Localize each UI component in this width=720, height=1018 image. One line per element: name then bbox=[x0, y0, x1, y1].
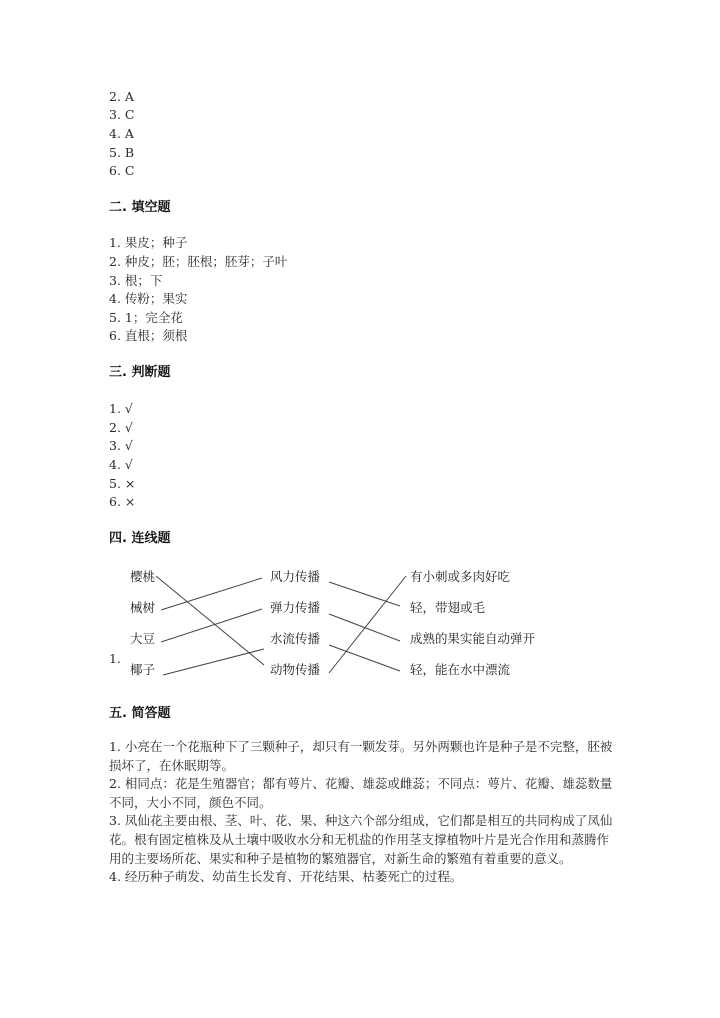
answer-item: 4. √ bbox=[109, 457, 133, 472]
answer-item: 2. A bbox=[109, 89, 134, 104]
answer-item: 6. × bbox=[109, 494, 136, 509]
answer-item: 1. √ bbox=[109, 401, 133, 416]
section-heading: 二. 填空题 bbox=[109, 200, 171, 215]
answer-item: 3. 根；下 bbox=[109, 273, 163, 288]
match-right-item: 有小刺或多肉好吃 bbox=[410, 569, 511, 584]
question-number: 1. bbox=[109, 651, 121, 666]
match-right-item: 成熟的果实能自动弹开 bbox=[410, 631, 536, 646]
connector-line bbox=[161, 609, 262, 642]
match-left-item: 械树 bbox=[130, 600, 156, 615]
connector-line bbox=[329, 582, 400, 606]
match-middle-item: 动物传播 bbox=[270, 662, 321, 677]
answer-item: 2. 种皮；胚；胚根；胚芽；子叶 bbox=[109, 254, 288, 269]
short-answer-item: 3. 凤仙花主要由根、茎、叶、花、果、种这六个部分组成，它们都是相互的共同构成了凤仙花。根有固定植株及从土壤中吸收水分和无机盐的作用茎支撑植物叶片是光合作用和蒸腾作用的主要场所花、果实和种子是植物的繁殖器官，对新生命的繁殖有着重要的意义。 bbox=[109, 813, 613, 866]
answer-item: 1. 果皮；种子 bbox=[109, 235, 188, 250]
section-heading: 五. 简答题 bbox=[109, 706, 171, 721]
connector-line bbox=[329, 614, 400, 641]
connector-line bbox=[161, 578, 262, 610]
short-answer-item: 2. 相同点：花是生殖器官；都有萼片、花瓣、雄蕊或雌蕊；不同点：萼片、花瓣、雄蕊数量不同，大小不同，颜色不同。 bbox=[109, 776, 613, 810]
connector-line bbox=[156, 576, 264, 665]
section-heading: 四. 连线题 bbox=[109, 531, 171, 546]
answer-item: 5. 1；完全花 bbox=[109, 310, 183, 325]
short-answer-list bbox=[109, 738, 614, 887]
match-right-item: 轻，带翅或毛 bbox=[410, 600, 486, 615]
answer-item: 6. 直根；须根 bbox=[109, 328, 188, 343]
match-middle-item: 水流传播 bbox=[270, 631, 321, 646]
connector-line bbox=[329, 576, 406, 673]
section-heading: 三. 判断题 bbox=[109, 365, 171, 380]
match-right-item: 轻，能在水中漂流 bbox=[410, 662, 511, 677]
answer-item: 4. A bbox=[109, 126, 134, 141]
answer-item: 3. √ bbox=[109, 438, 133, 453]
answer-item: 4. 传粉；果实 bbox=[109, 291, 188, 306]
match-left-item: 樱桃 bbox=[130, 569, 156, 584]
answer-item: 5. B bbox=[109, 145, 135, 160]
short-answer-item: 1. 小亮在一个花瓶种下了三颗种子，却只有一颗发芽。另外两颗也许是种子是不完整，胚被损坏了，在休眠期等。 bbox=[109, 739, 613, 773]
answer-item: 5. × bbox=[109, 476, 136, 491]
match-left-item: 椰子 bbox=[130, 662, 156, 677]
connector-line bbox=[329, 645, 400, 671]
connector-line bbox=[163, 649, 264, 675]
match-left-item: 大豆 bbox=[130, 631, 156, 646]
answer-item: 2. √ bbox=[109, 420, 133, 435]
short-answer-item: 4. 经历种子萌发、幼苗生长发育、开花结果、枯萎死亡的过程。 bbox=[109, 869, 463, 885]
match-middle-item: 风力传播 bbox=[270, 569, 321, 584]
answer-item: 3. C bbox=[109, 107, 135, 122]
match-middle-item: 弹力传播 bbox=[270, 600, 321, 615]
answer-item: 6. C bbox=[109, 163, 135, 178]
